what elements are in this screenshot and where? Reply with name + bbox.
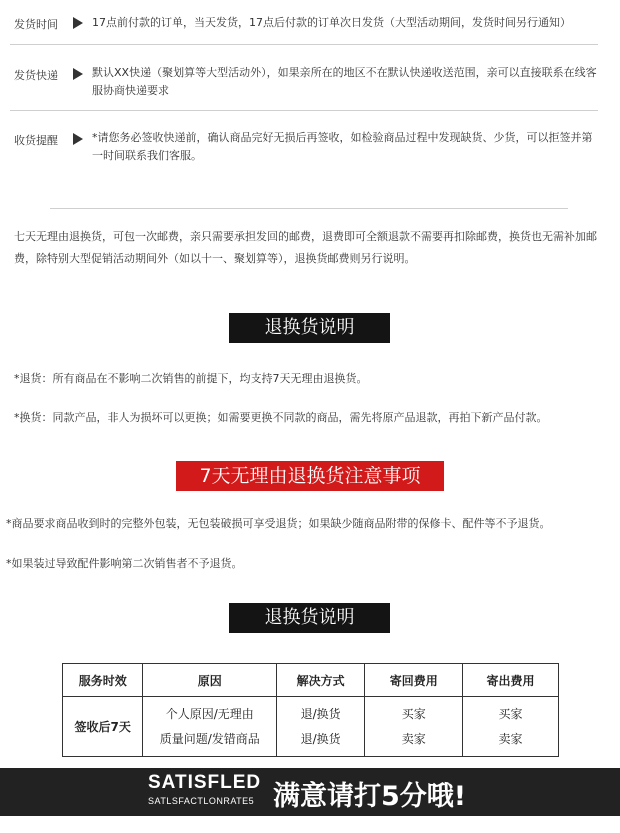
send-fee-cell xyxy=(463,697,559,757)
solution-cell xyxy=(277,697,365,757)
service-table xyxy=(62,663,559,757)
table-header-row xyxy=(63,664,559,697)
arrow-right-icon xyxy=(73,68,83,80)
solution-text: 退/换货 xyxy=(300,731,341,746)
table-header-cell: 原因 xyxy=(143,664,277,697)
receive-reminder-text: *请您务必签收快递前，确认商品完好无损后再签收，如检验商品过程中发现缺货、少货，可以拒签并第一时间联系我们客服。 xyxy=(92,131,593,162)
reason-text: 个人原因/无理由 xyxy=(165,706,254,721)
return-item: *退货：所有商品在不影响二次销售的前提下，均支持7天无理由退换货。 xyxy=(14,372,368,385)
receive-reminder-label: 收货提醒 xyxy=(14,134,58,147)
arrow-right-icon xyxy=(73,133,83,145)
notice-item: *商品要求商品收到时的完整外包装，无包装破损可享受退货；如果缺少随商品附带的保修卡、配件等不予退货。 xyxy=(6,517,551,530)
slogan: 满意请打5分哦! xyxy=(273,781,467,812)
footer-banner xyxy=(0,768,620,816)
divider xyxy=(10,110,598,111)
brand-logo-text: SATISFLED xyxy=(148,772,262,793)
send-fee-text: 买家 xyxy=(498,706,523,721)
return-fee-text: 买家 xyxy=(401,706,426,721)
return-fee-text: 卖家 xyxy=(401,731,426,746)
table-header-cell: 寄回费用 xyxy=(365,664,463,697)
send-fee-text: 卖家 xyxy=(498,731,523,746)
table-row xyxy=(63,697,559,757)
section-title-bar: 退换货说明 xyxy=(229,603,390,633)
reason-text: 质量问题/发错商品 xyxy=(159,731,260,746)
ship-time-label: 发货时间 xyxy=(14,18,58,31)
ship-express-text: 默认XX快递（聚划算等大型活动外），如果亲所在的地区不在默认快递收送范围，亲可以直接联系在线客服协商快递要求 xyxy=(92,66,597,97)
ship-time-text: 17点前付款的订单，当天发货，17点后付款的订单次日发货（大型活动期间，发货时间另行通知） xyxy=(92,16,571,29)
brand-sub-text: SATLSFACTLONRATE5 xyxy=(148,796,255,806)
table-header-cell: 服务时效 xyxy=(63,664,143,697)
exchange-item: *换货：同款产品，非人为损坏可以更换；如需要更换不同款的商品，需先将原产品退款，再拍下新产品付款。 xyxy=(14,411,548,424)
reason-cell xyxy=(143,697,277,757)
return-fee-cell xyxy=(365,697,463,757)
table-header-cell: 寄出费用 xyxy=(463,664,559,697)
divider xyxy=(10,44,598,45)
notice-item: *如果装过导致配件影响第二次销售者不予退货。 xyxy=(6,557,243,570)
arrow-right-icon xyxy=(73,17,83,29)
section-title-bar: 退换货说明 xyxy=(229,313,390,343)
notice-title-bar: 7天无理由退换货注意事项 xyxy=(176,461,444,491)
table-header-cell: 解决方式 xyxy=(277,664,365,697)
return-policy-text: 七天无理由退换货，可包一次邮费，亲只需要承担发回的邮费，退费即可全额退款不需要再扣除邮费，换货也无需补加邮费，除特别大型促销活动期间外（如以十一、聚划算等），退换货邮费则另行说明。 xyxy=(14,230,597,265)
period-cell: 签收后7天 xyxy=(63,697,143,757)
ship-express-label: 发货快递 xyxy=(14,69,58,82)
solution-text: 退/换货 xyxy=(300,706,341,721)
divider xyxy=(50,208,568,209)
